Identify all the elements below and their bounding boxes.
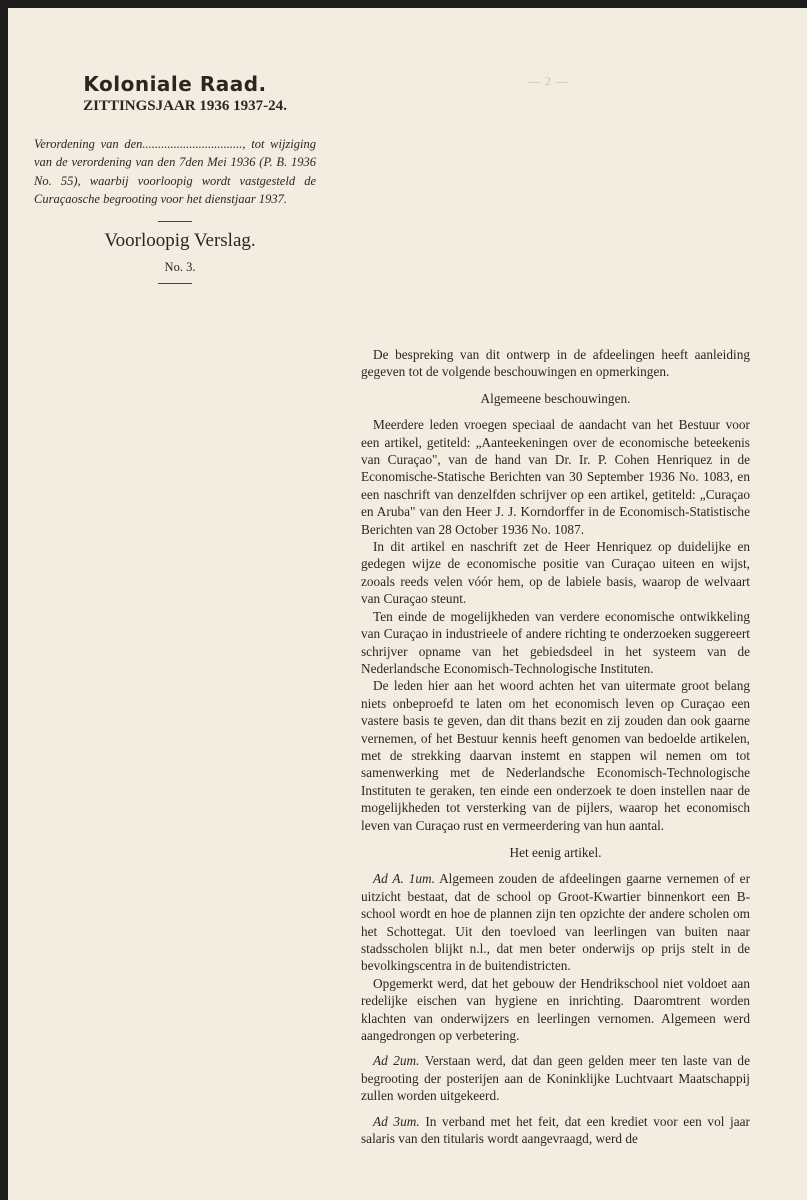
left-column [34, 72, 316, 284]
section-heading-article: Het eenig artikel. [509, 844, 602, 860]
article-label: Ad 3um. [373, 1113, 420, 1129]
body-paragraph: De leden hier aan het woord achten het van uitermate groot belang niets onbeproefd te laten om het economisch leven op Curaçao een vastere basis te geven, dan dit thans bezit en zij zouden dan ook gaarne vernemen, of het Bestuur kennis heeft genomen van bedoelde artikelen, met de strekking daarvan instemt en stappen wil nemen om tot samenwerking met de Nederlandsche Economisch-Technologische Instituten te geraken, ten einde een onderzoek te doen instellen naar de mogelijkheden tot versterking van de pijlers, waarop het economisch leven van Curaçao rust en vermeerdering van hun aantal. [361, 678, 750, 833]
report-title: Voorloopig Verslag. [104, 229, 256, 251]
faint-page-number: — 2 — [528, 74, 569, 88]
report-body [361, 346, 750, 1147]
article-label: Ad A. 1um. [373, 871, 435, 887]
article-text: Verstaan werd, dat dan geen gelden meer ten laste van de begrooting der posterijen aan de Koninklijke Luchtvaart Maatschappij zullen worden uitgekeerd. [361, 1053, 750, 1104]
article-paragraph-a2 [361, 1052, 750, 1104]
article-text: In verband met het feit, dat een krediet voor een vol jaar salaris van den titularis wordt aangevraagd, werd de [361, 1113, 750, 1147]
divider-rule [158, 221, 192, 222]
council-title: Koloniale Raad. [83, 72, 267, 96]
ordinance-description: Verordening van den................................, tot wijziging van de verordening van den 7den Mei 1936 (P. B. 1936 No. 55), waarbij voorloopig wordt vastgesteld de Curaçaosche begrooting voor het dienstjaar 1937. [34, 137, 316, 207]
divider-rule [158, 283, 192, 284]
article-paragraph-a1 [361, 870, 750, 974]
intro-paragraph: De bespreking van dit ontwerp in de afdeelingen heeft aanleiding gegeven tot de volgende beschouwingen en opmerkingen. [361, 347, 750, 380]
article-text: Algemeen zouden de afdeelingen gaarne vernemen of er uitzicht bestaat, dat de school op Groot-Kwartier binnenkort een B-school wordt en hoe de plannen zijn ten opzichte der andere scholen om het Schottegat. Uit den toevloed van leerlingen van buiten naar stadsscholen blijkt n.l., dat men beter onderwijs op prijs stelt in de bevolkingscentra in de buitendistricten. [361, 871, 750, 974]
section-heading-general: Algemeene beschouwingen. [480, 390, 631, 406]
article-paragraph-a3 [361, 1113, 750, 1148]
session-year: ZITTINGSJAAR 1936 1937-24. [83, 98, 287, 114]
body-paragraph: In dit artikel en naschrift zet de Heer Henriquez op duidelijke en gedegen wijze de economische positie van Curaçao uiteen en wijst, zooals reeds velen vóór hem, op de labiele basis, waarop de welvaart van Curaçao steunt. [361, 539, 750, 607]
document-number: No. 3. [164, 259, 196, 274]
article-label: Ad 2um. [373, 1053, 420, 1069]
body-paragraph: Opgemerkt werd, dat het gebouw der Hendrikschool niet voldoet aan redelijke eischen van hygiene en inrichting. Daaromtrent worden klachten van onderwijzers en leerlingen vernomen. Algemeen werd aangedrongen op verbetering. [361, 975, 750, 1044]
body-paragraph: Meerdere leden vroegen speciaal de aandacht van het Bestuur voor een artikel, getiteld: „Aanteekeningen over de economische beteekenis van Curaçao", van de hand van Dr. Ir. P. Cohen Henriquez in de Economische-Statische Berichten van 30 September 1936 No. 1083, en een naschrift van denzelfden schrijver op een artikel, getiteld: „Curaçao en Aruba" van den Heer J. J. Korndorffer in de Economisch-Statistische Berichten van 28 October 1936 No. 1087. [361, 417, 750, 537]
body-paragraph: Ten einde de mogelijkheden van verdere economische ontwikkeling van Curaçao in industrieele of andere richting te onderzoeken suggereert schrijver opname van het gebiedsdeel in het systeem van de Nederlandsche Economisch-Technologische Instituten. [361, 608, 750, 676]
document-page [8, 8, 807, 1200]
